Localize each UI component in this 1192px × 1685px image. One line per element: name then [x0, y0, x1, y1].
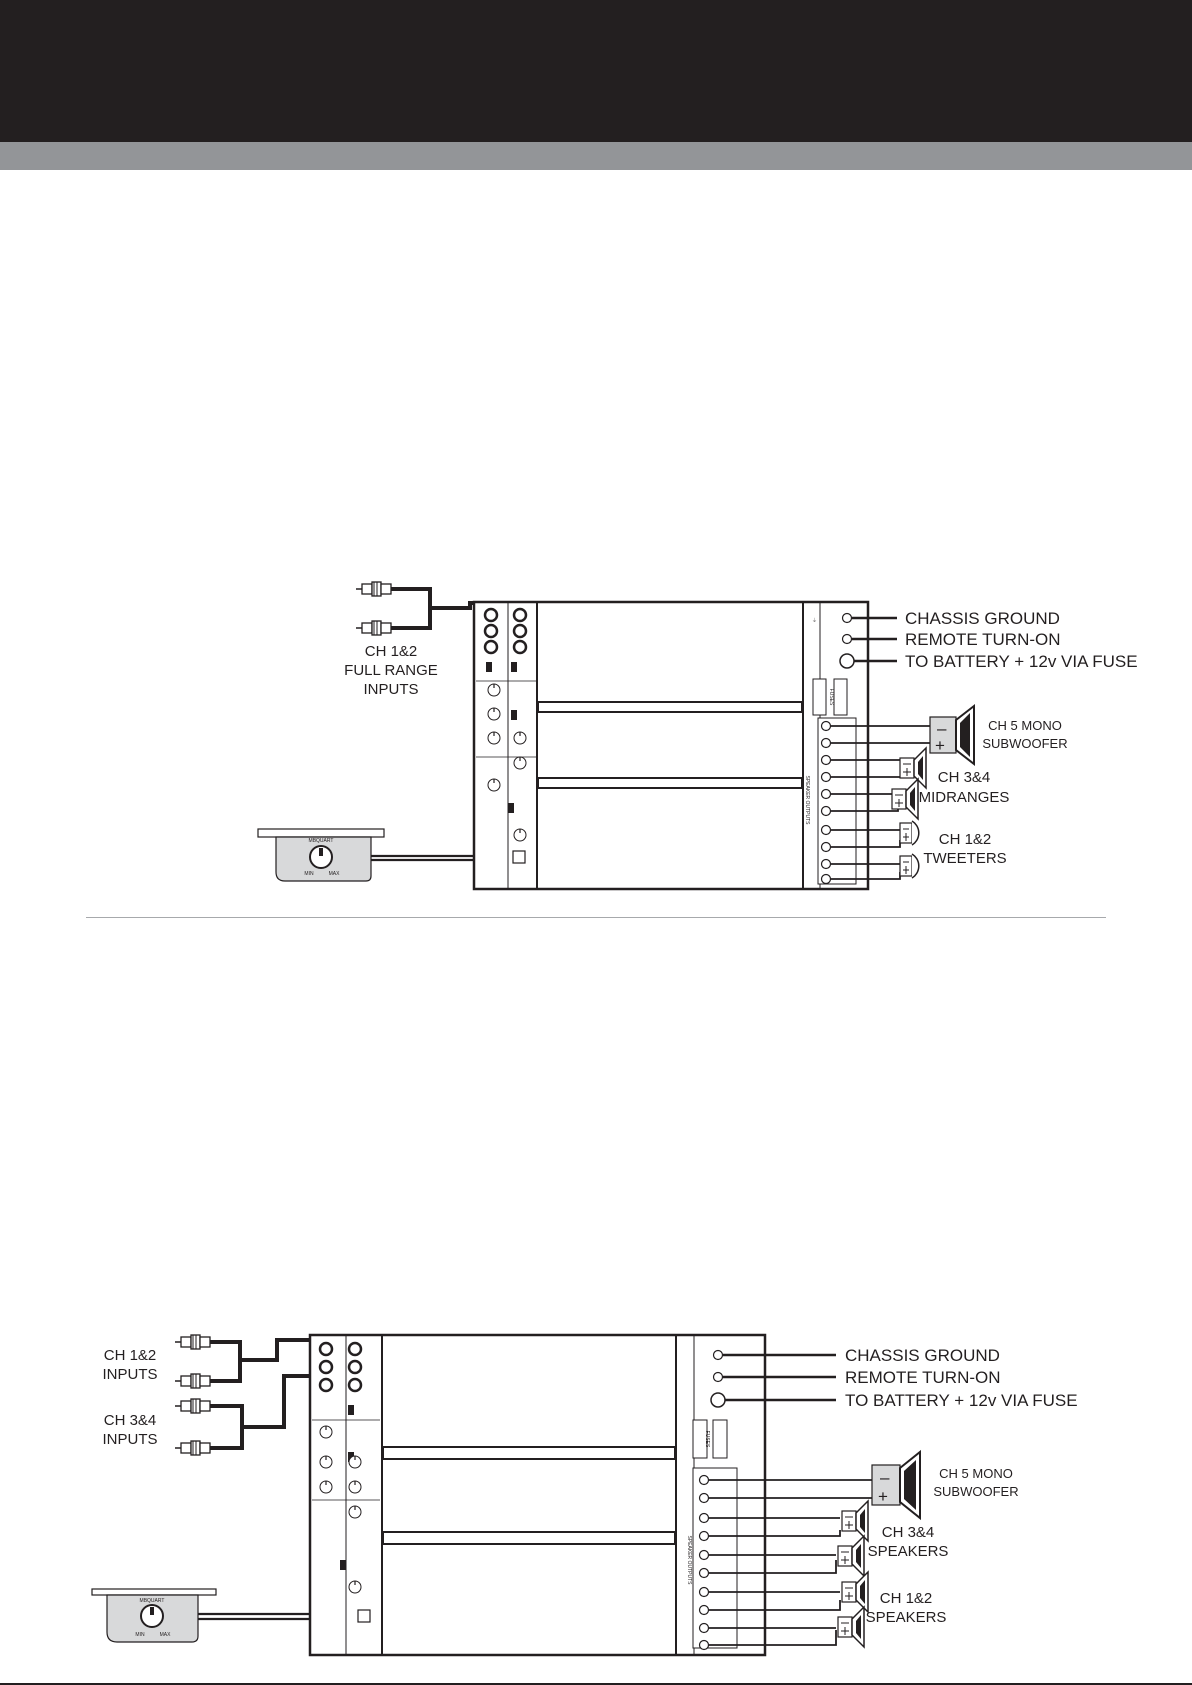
- wiring-diagram-a: [0, 560, 1192, 900]
- header-band: [0, 0, 1192, 142]
- label-tweeter-a-1: CH 1&2: [938, 831, 992, 848]
- label-remote-turn-on-b: REMOTE TURN-ON: [845, 1368, 1001, 1387]
- rca-plug-b-1: [175, 1335, 210, 1349]
- subwoofer-a: [930, 706, 974, 764]
- label-sub-a-1: CH 5 MONO: [988, 718, 1062, 733]
- wiring-diagram-b: [0, 1320, 1192, 1660]
- label-inputs-a-2: FULL RANGE: [344, 662, 438, 679]
- input-wire-b2: [210, 1376, 325, 1448]
- label-battery-b: TO BATTERY + 12v VIA FUSE: [845, 1391, 1078, 1410]
- label-sub-b-1: CH 5 MONO: [939, 1466, 1013, 1481]
- label-rear-b-2: SPEAKERS: [865, 1609, 947, 1626]
- rca-plug-b-4: [175, 1441, 210, 1455]
- svg-text:+: +: [878, 1487, 888, 1506]
- speaker-outputs-b: SPEAKER OUTPUTS: [686, 1535, 692, 1585]
- label-chassis-ground-b: CHASSIS GROUND: [845, 1346, 1000, 1365]
- label-rear-b-1: CH 1&2: [879, 1590, 933, 1607]
- amplifier-a: [474, 602, 868, 889]
- rca-plug-b-3: [175, 1399, 210, 1413]
- rca-plug-b-2: [175, 1374, 210, 1388]
- fuses-b: FUSES: [704, 1430, 710, 1448]
- midrange-speaker-a-2: [892, 779, 918, 819]
- speaker-outputs-a: SPEAKER OUTPUTS: [804, 775, 810, 825]
- label-inputs-a-3: INPUTS: [363, 681, 419, 698]
- label-battery-a: TO BATTERY + 12v VIA FUSE: [905, 652, 1138, 671]
- remote-max-b: MAX: [159, 1632, 171, 1638]
- remote-bass-knob-b: [92, 1589, 216, 1642]
- midrange-speaker-a-1: [900, 748, 926, 788]
- subwoofer-b: [872, 1452, 920, 1518]
- amplifier-b: [310, 1335, 765, 1655]
- label-inputs-b1-2: INPUTS: [102, 1366, 158, 1383]
- label-tweeter-a-2: TWEETERS: [923, 850, 1007, 867]
- input-wire-b: [430, 601, 472, 604]
- label-front-b-1: CH 3&4: [881, 1524, 935, 1541]
- label-inputs-a-1: CH 1&2: [364, 643, 418, 660]
- gnd-symbol: ⏚: [812, 618, 818, 624]
- remote-bass-knob: [258, 829, 384, 881]
- rca-plug-2: [356, 621, 391, 635]
- fuses-a: FUSES: [828, 688, 834, 706]
- label-mid-a-1: CH 3&4: [937, 769, 991, 786]
- label-remote-turn-on-a: REMOTE TURN-ON: [905, 630, 1061, 649]
- svg-text:–: –: [937, 719, 947, 738]
- label-front-b-2: SPEAKERS: [867, 1543, 949, 1560]
- svg-text:+: +: [935, 736, 945, 755]
- label-inputs-b2-2: INPUTS: [102, 1431, 158, 1448]
- label-inputs-b1-1: CH 1&2: [103, 1347, 157, 1364]
- rca-plug-1: [356, 582, 391, 596]
- label-sub-b-2: SUBWOOFER: [933, 1484, 1019, 1499]
- remote-brand: MBQUART: [308, 838, 334, 844]
- tweeter-a-1: [900, 821, 919, 845]
- remote-max: MAX: [328, 871, 340, 877]
- label-mid-a-2: MIDRANGES: [918, 789, 1010, 806]
- svg-text:–: –: [880, 1468, 890, 1487]
- remote-min-b: MIN: [135, 1632, 145, 1638]
- header-stripe: [0, 142, 1192, 170]
- remote-brand-b: MBQUART: [139, 1598, 165, 1604]
- speaker-b-2: [838, 1536, 864, 1576]
- section-divider: [86, 917, 1106, 918]
- label-sub-a-2: SUBWOOFER: [982, 736, 1068, 751]
- tweeter-a-2: [900, 854, 919, 878]
- label-inputs-b2-1: CH 3&4: [103, 1412, 157, 1429]
- speaker-b-4: [838, 1607, 864, 1647]
- remote-min: MIN: [304, 871, 314, 877]
- label-chassis-ground-a: CHASSIS GROUND: [905, 609, 1060, 628]
